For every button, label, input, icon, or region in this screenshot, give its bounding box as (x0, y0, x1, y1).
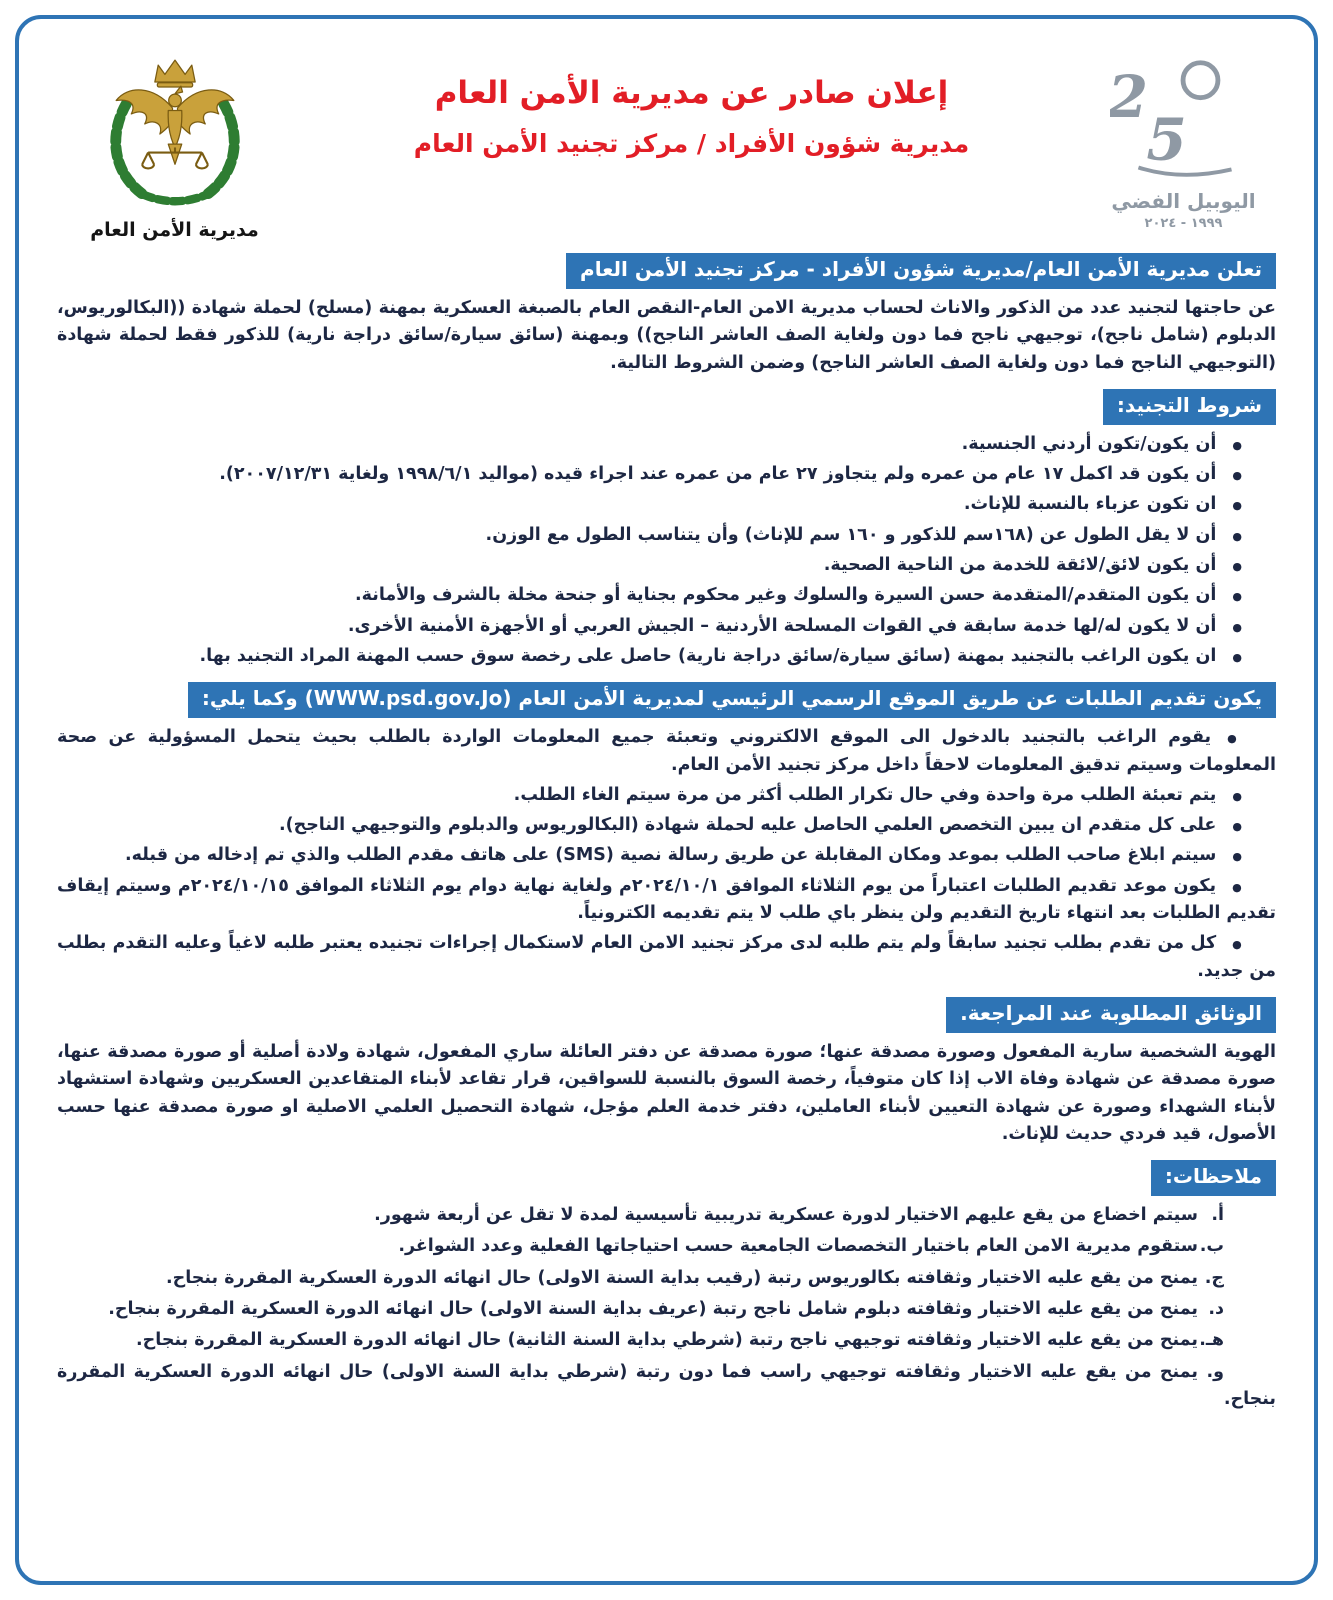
conditions-list (57, 431, 1276, 670)
list-item-text: أن يكون المتقدم/المتقدمة حسن السيرة والسلوك وغير محكوم بجناية أو جنحة مخلة بالشرف والأمانة. (355, 585, 1217, 606)
list-item (57, 873, 1276, 928)
list-item (57, 552, 1276, 579)
announce-intro: عن حاجتها لتجنيد عدد من الذكور والاناث لحساب مديرية الامن العام-النقص العام بالصبغة العسكرية بمهنة (مسلح) لحملة شهادة ((البكالوريوس، الدبلوم (شامل ناجح)، توجيهي ناجح فما دون ولغاية الصف العاشر الناجح)) وبمهنة (سائق سيارة/سائق دراجة نارية) للذكور فقط لحملة شهادة (التوجيهي الناجح فما دون ولغاية الصف العاشر الناجح) وضمن الشروط التالية. (57, 298, 1276, 373)
section-header-notes: ملاحظات: (1151, 1160, 1276, 1196)
bullet-icon (1232, 555, 1242, 575)
list-item-text: يكون موعد تقديم الطلبات اعتباراً من يوم الثلاثاء الموافق ٢٠٢٤/١٠/١م ولغاية نهاية دوام يوم الثلاثاء الموافق ٢٠٢٤/١٠/١٥م وسيتم إيقاف تقديم الطلبات بعد انتهاء تاريخ التقديم ولن ينظر باي طلب لا يتم تقديمه الكترونياً. (57, 875, 1276, 924)
list-item (57, 522, 1276, 549)
bullet-icon (1232, 845, 1242, 865)
page-content (19, 19, 1314, 1581)
jubilee-caption: اليوبيل الفضي (1111, 189, 1256, 213)
title-block (292, 41, 1091, 158)
list-item-text: سيتم ابلاغ صاحب الطلب بموعد ومكان المقابلة عن طريق رسالة نصية (SMS) على هاتف مقدم الطلب والذي تم إدخاله من قبله. (125, 845, 1217, 866)
silver-jubilee-logo (1091, 41, 1276, 231)
list-item-text: يقوم الراغب بالتجنيد بالدخول الى الموقع الالكتروني وتعبئة جميع المعلومات الواردة بالطلب بحيث يتحمل المسؤولية عن صحة المعلومات وسيتم تدقيق المعلومات لاحقاً داخل مركز تجنيد الأمن العام. (57, 727, 1276, 775)
list-item (57, 491, 1276, 518)
section-documents (57, 997, 1276, 1033)
svg-text:5: 5 (1145, 104, 1187, 174)
list-item-text: أن يكون قد اكمل ١٧ عام من عمره ولم يتجاوز ٢٧ عام من عمره عند اجراء قيده (مواليد ١٩٩٨/٦/١ ولغاية ٢٠٠٧/١٢/٣١). (219, 464, 1217, 485)
section-header-conditions: شروط التجنيد: (1103, 389, 1276, 425)
list-item-text: ان تكون عزباء بالنسبة للإناث. (963, 494, 1217, 515)
psd-emblem-icon (91, 45, 259, 213)
bullet-icon (1232, 585, 1242, 605)
list-item-text: ان يكون الراغب بالتجنيد بمهنة (سائق سيارة/سائق دراجة نارية) حاصل على رخصة سوق حسب المهنة المراد التجنيد بها. (199, 645, 1217, 666)
section-header-documents: الوثائق المطلوبة عند المراجعة. (946, 997, 1276, 1033)
list-item-text: أن لا يكون له/لها خدمة سابقة في القوات المسلحة الأردنية – الجيش العربي أو الأجهزة الأمنية الأخرى. (347, 615, 1217, 636)
list-item (57, 812, 1276, 839)
emblem-caption: مديرية الأمن العام (90, 219, 259, 241)
section-announce (57, 253, 1276, 289)
section-header-apply: يكون تقديم الطلبات عن طريق الموقع الرسمي الرئيسي لمديرية الأمن العام (WWW.psd.gov.Jo) وكما يلي: (188, 682, 1276, 718)
list-item (57, 782, 1276, 809)
section-apply (57, 682, 1276, 718)
psd-emblem (57, 41, 292, 241)
bullet-icon (1232, 616, 1242, 636)
bullet-icon (1232, 464, 1242, 484)
list-item (57, 842, 1276, 869)
note-item (57, 1233, 1276, 1260)
list-item (57, 724, 1276, 779)
section-header-announce: تعلن مديرية الأمن العام/مديرية شؤون الأفراد - مركز تجنيد الأمن العام (566, 253, 1276, 289)
bullet-icon (1232, 815, 1242, 835)
bullet-icon (1232, 785, 1242, 805)
note-text: يمنح من يقع عليه الاختيار وثقافته توجيهي راسب فما دون رتبة (شرطي بداية السنة الاولى) حال انهائه الدورة العسكرية المقررة بنجاح. (57, 1361, 1276, 1409)
note-item (57, 1202, 1276, 1229)
bullet-icon (1232, 646, 1242, 666)
section-notes (57, 1160, 1276, 1196)
note-item (57, 1359, 1276, 1414)
note-marker: و. (1206, 1361, 1224, 1382)
note-text: يمنح من يقع عليه الاختيار وثقافته بكالوريوس رتبة (رقيب بداية السنة الاولى) حال انهائه الدورة العسكرية المقررة بنجاح. (165, 1267, 1198, 1288)
note-marker: أ. (1211, 1205, 1224, 1226)
jubilee-years: ١٩٩٩ - ٢٠٢٤ (1144, 216, 1223, 231)
list-item (57, 582, 1276, 609)
list-item-text: أن لا يقل الطول عن (١٦٨سم للذكور و ١٦٠ سم للإناث) وأن يتناسب الطول مع الوزن. (485, 524, 1217, 545)
list-item-text: كل من تقدم بطلب تجنيد سابقاً ولم يتم طلبه لدى مركز تجنيد الامن العام لاستكمال إجراءات تجنيده يعتبر طلبه لاغياً وعليه التقدم بطلب من جديد. (57, 933, 1276, 981)
note-text: يمنح من يقع عليه الاختيار وثقافته توجيهي ناجح رتبة (شرطي بداية السنة الثانية) حال انهائه الدورة العسكرية المقررة بنجاح. (136, 1330, 1198, 1351)
note-item (57, 1265, 1276, 1292)
document-header (57, 41, 1276, 241)
list-item-text: أن يكون/تكون أردني الجنسية. (961, 433, 1217, 454)
note-text: سيتم اخضاع من يقع عليهم الاختيار لدورة عسكرية تدريبية تأسيسية لمدة لا تقل عن أربعة شهور. (374, 1205, 1198, 1226)
bullet-icon (1232, 525, 1242, 545)
jubilee-25-icon (1110, 55, 1258, 183)
list-item-text: يتم تعبئة الطلب مرة واحدة وفي حال تكرار الطلب أكثر من مرة سيتم الغاء الطلب. (513, 784, 1217, 805)
note-marker: ج. (1204, 1267, 1224, 1288)
list-item (57, 431, 1276, 458)
note-marker: ب. (1199, 1236, 1224, 1257)
section-conditions (57, 389, 1276, 425)
bullet-icon (1227, 727, 1242, 747)
list-item (57, 461, 1276, 488)
note-marker: هـ. (1199, 1330, 1224, 1351)
note-text: ستقوم مديرية الامن العام باختيار التخصصات الجامعية حسب احتياجاتها الفعلية وعدد الشواغر. (398, 1236, 1198, 1257)
bullet-icon (1232, 933, 1242, 953)
note-item (57, 1327, 1276, 1354)
list-item (57, 613, 1276, 640)
list-item (57, 643, 1276, 670)
apply-list (57, 724, 1276, 985)
documents-body: الهوية الشخصية سارية المفعول وصورة مصدقة عنها؛ صورة مصدقة عن دفتر العائلة ساري المفعول، شهادة ولادة أصلية أو صورة مصدقة عنها، صورة مصدقة عن شهادة وفاة الاب إذا كان متوفياً، رخصة السوق بالنسبة للسواقين، قرار تقاعد لأبناء المتقاعدين العسكريين وشهادة استشهاد لأبناء الشهداء وصورة عن شهادة التعيين لأبناء العاملين، دفتر خدمة العلم مؤجل، شهادة التحصيل العلمي الاصلية او صورة مصدقة عنها حسب الأصول، قيد فردي حديث للإناث. (57, 1041, 1276, 1144)
note-marker: د. (1208, 1299, 1224, 1320)
bullet-icon (1232, 876, 1242, 896)
notes-list (57, 1202, 1276, 1413)
page-subtitle: مديرية شؤون الأفراد / مركز تجنيد الأمن العام (413, 129, 970, 158)
bullet-icon (1232, 494, 1242, 514)
page-title: إعلان صادر عن مديرية الأمن العام (434, 75, 949, 111)
list-item-text: أن يكون لائق/لائقة للخدمة من الناحية الصحية. (823, 555, 1217, 576)
list-item (57, 930, 1276, 985)
bullet-icon (1232, 434, 1242, 454)
note-text: يمنح من يقع عليه الاختيار وثقافته دبلوم شامل ناجح رتبة (عريف بداية السنة الاولى) حال انهائه الدورة العسكرية المقررة بنجاح. (108, 1299, 1198, 1320)
note-item (57, 1296, 1276, 1323)
list-item-text: على كل متقدم ان يبين التخصص العلمي الحاصل عليه لحملة شهادة (البكالوريوس والدبلوم والتوجيهي الناجح). (278, 815, 1217, 836)
svg-text:2: 2 (1109, 62, 1148, 132)
